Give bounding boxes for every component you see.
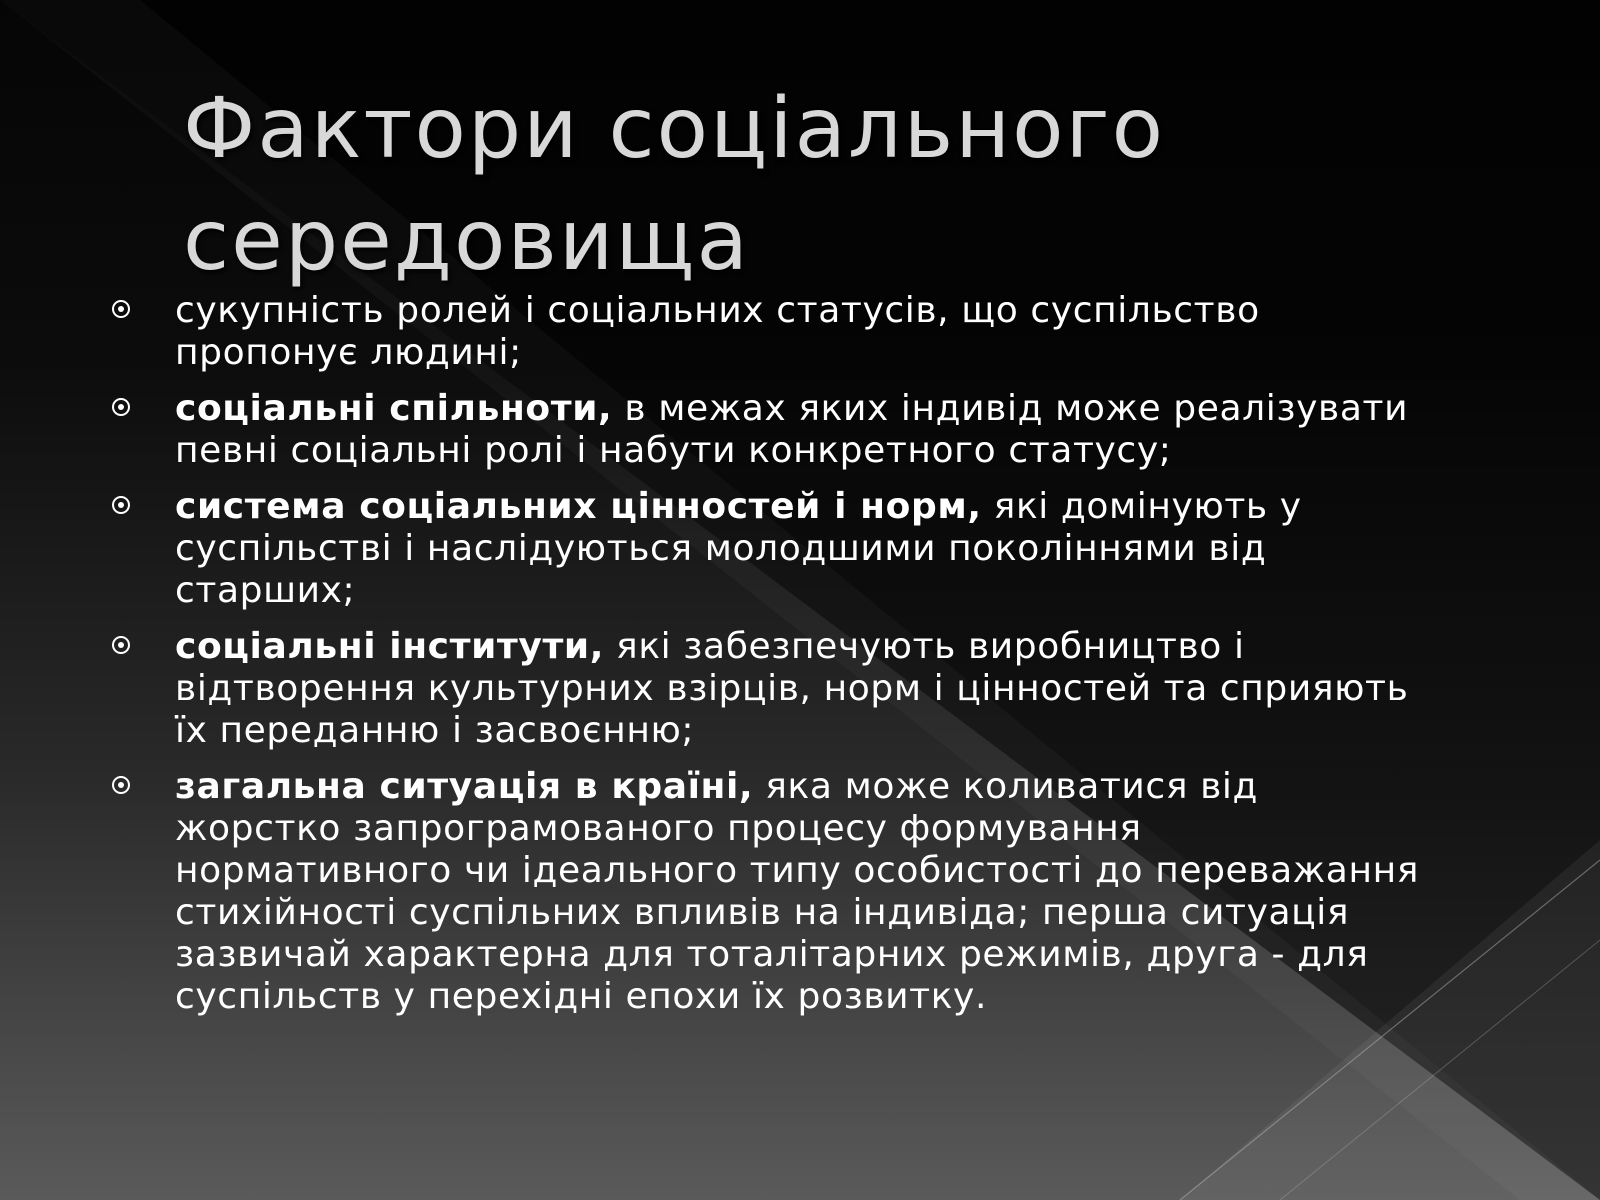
bullet-text: які домінують у суспільстві і наслідуються молодшими поколіннями від старших; (175, 486, 1302, 611)
bullet-lead: система соціальних цінностей і норм, (175, 486, 982, 527)
bullet-lead: соціальні інститути, (175, 626, 605, 667)
bullet-item-country-situation (100, 766, 1430, 1018)
bullet-item-values-norms (100, 486, 1430, 612)
bullet-lead: соціальні спільноти, (175, 388, 613, 429)
bullet-text: які забезпечують виробництво і відтворення культурних взірців, норм і цінностей та сприяють їх переданню і засвоєнню; (175, 626, 1409, 751)
circle-dot-bullet-icon (112, 496, 130, 514)
bullet-item-roles-statuses (100, 290, 1430, 374)
bullet-list (100, 290, 1430, 1032)
bullet-text: сукупність ролей і соціальних статусів, що суспільство пропонує людині; (175, 290, 1260, 373)
slide-title-line-2: середовища (183, 191, 751, 289)
bullet-text: в межах яких індивід може реалізувати певні соціальні ролі і набути конкретного статусу; (175, 388, 1409, 471)
bullet-item-social-communities (100, 388, 1430, 472)
bullet-text: яка може коливатися від жорстко запрограмованого процесу формування нормативного чи ідеального типу особистості до переважання стихійності суспільних впливів на індивіда; перша ситуація зазвичай характерна для тоталітарних режимів, друга - для суспільств у перехідні епохи їх розвитку. (175, 766, 1419, 1017)
circle-dot-bullet-icon (112, 776, 130, 794)
bullet-lead: загальна ситуація в країні, (175, 766, 754, 807)
bullet-item-social-institutions (100, 626, 1430, 752)
circle-dot-bullet-icon (112, 300, 130, 318)
slide-title (183, 72, 1483, 296)
circle-dot-bullet-icon (112, 398, 130, 416)
circle-dot-bullet-icon (112, 636, 130, 654)
slide-title-line-1: Фактори соціального (183, 79, 1166, 177)
